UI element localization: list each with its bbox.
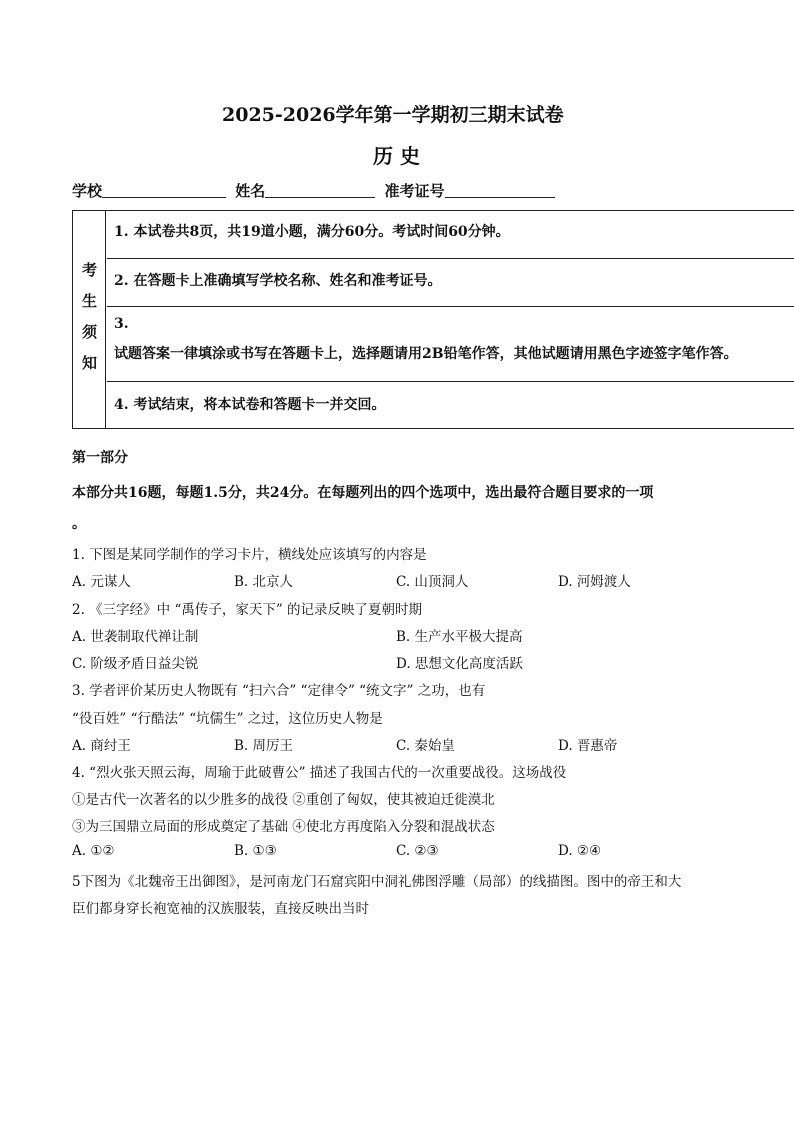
- name-label: 姓名: [235, 182, 266, 200]
- notice-side-label: [73, 211, 106, 428]
- name-field[interactable]: [265, 183, 375, 198]
- side-char: 生: [81, 292, 97, 310]
- q2-option-a[interactable]: A. 世袭制取代禅让制: [72, 629, 199, 645]
- question-4-item-line1: ①是古代一次著名的以少胜多的战役 ②重创了匈奴，使其被迫迁徙漠北: [72, 792, 495, 808]
- question-3-stem: 3. 学者评价某历史人物既有 “扫六合” “定律令” “统文字” 之功，也有: [72, 683, 486, 699]
- q4-option-d[interactable]: D. ②④: [558, 843, 602, 859]
- notice-text: 3.: [114, 316, 129, 332]
- side-char: 须: [81, 323, 97, 341]
- notice-text: 2. 在答题卡上准确填写学校名称、姓名和准考证号。: [114, 273, 442, 289]
- q4-option-a[interactable]: A. ①②: [72, 843, 115, 859]
- q1-option-b[interactable]: B. 北京人: [234, 574, 294, 590]
- exam-number-label: 准考证号: [384, 182, 445, 200]
- notice-table: [72, 210, 794, 429]
- q2-option-c[interactable]: C. 阶级矛盾日益尖锐: [72, 656, 199, 672]
- part-heading: 第一部分: [72, 450, 128, 466]
- exam-title: 2025-2026学年第一学期初三期末试卷: [222, 104, 564, 126]
- notice-row-4: [107, 382, 794, 429]
- question-3-stem-line2: “役百姓” “行酷法” “坑儒生” 之过，这位历史人物是: [72, 711, 383, 727]
- notice-text: 4. 考试结束，将本试卷和答题卡一并交回。: [114, 397, 386, 413]
- q4-option-c[interactable]: C. ②③: [396, 843, 439, 859]
- q3-option-d[interactable]: D. 晋惠帝: [558, 738, 618, 754]
- side-char: 考: [81, 261, 97, 279]
- q3-option-b[interactable]: B. 周厉王: [234, 738, 294, 754]
- q2-option-d[interactable]: D. 思想文化高度活跃: [396, 656, 523, 672]
- subject-title: 历 史: [373, 144, 420, 168]
- part-instruction: 本部分共16题，每题1.5分，共24分。在每题列出的四个选项中，选出最符合题目要求的一项: [72, 485, 654, 501]
- question-1-stem: 1. 下图是某同学制作的学习卡片，横线处应该填写的内容是: [72, 547, 427, 563]
- question-2-stem: 2. 《三字经》中 “禹传子，家天下” 的记录反映了夏朝时期: [72, 602, 423, 618]
- exam-number-field[interactable]: [445, 183, 555, 198]
- side-char: 知: [81, 354, 97, 372]
- notice-row-1: [107, 211, 794, 259]
- notice-row-2: [107, 259, 794, 307]
- q2-option-b[interactable]: B. 生产水平极大提高: [396, 629, 523, 645]
- school-field[interactable]: [102, 183, 226, 198]
- notice-row-3: [107, 307, 794, 382]
- q1-option-d[interactable]: D. 河姆渡人: [558, 574, 631, 590]
- school-label: 学校: [72, 182, 103, 200]
- q1-option-c[interactable]: C. 山顶洞人: [396, 574, 469, 590]
- notice-text: 1. 本试卷共8页，共19道小题，满分60分。考试时间60分钟。: [114, 224, 510, 240]
- question-5-stem-line2: 臣们都身穿长袍宽袖的汉族服装，直接反映出当时: [72, 901, 369, 917]
- notice-text: 试题答案一律填涂或书写在答题卡上，选择题请用2B铅笔作答，其他试题请用黑色字迹签字笔作答。: [114, 346, 738, 362]
- question-5-stem: 5下图为《北魏帝王出御图》，是河南龙门石窟宾阳中洞礼佛图浮雕（局部）的线描图。图中的帝王和大: [72, 874, 682, 890]
- q1-option-a[interactable]: A. 元谋人: [72, 574, 131, 590]
- question-4-item-line2: ③为三国鼎立局面的形成奠定了基础 ④使北方再度陷入分裂和混战状态: [72, 819, 495, 835]
- q3-option-a[interactable]: A. 商纣王: [72, 738, 131, 754]
- q3-option-c[interactable]: C. 秦始皇: [396, 738, 455, 754]
- question-4-stem: 4. “烈火张天照云海，周瑜于此破曹公” 描述了我国古代的一次重要战役。这场战役: [72, 765, 567, 781]
- student-info-line: [72, 180, 555, 201]
- part-instruction-end: 。: [72, 516, 86, 532]
- q4-option-b[interactable]: B. ①③: [234, 843, 277, 859]
